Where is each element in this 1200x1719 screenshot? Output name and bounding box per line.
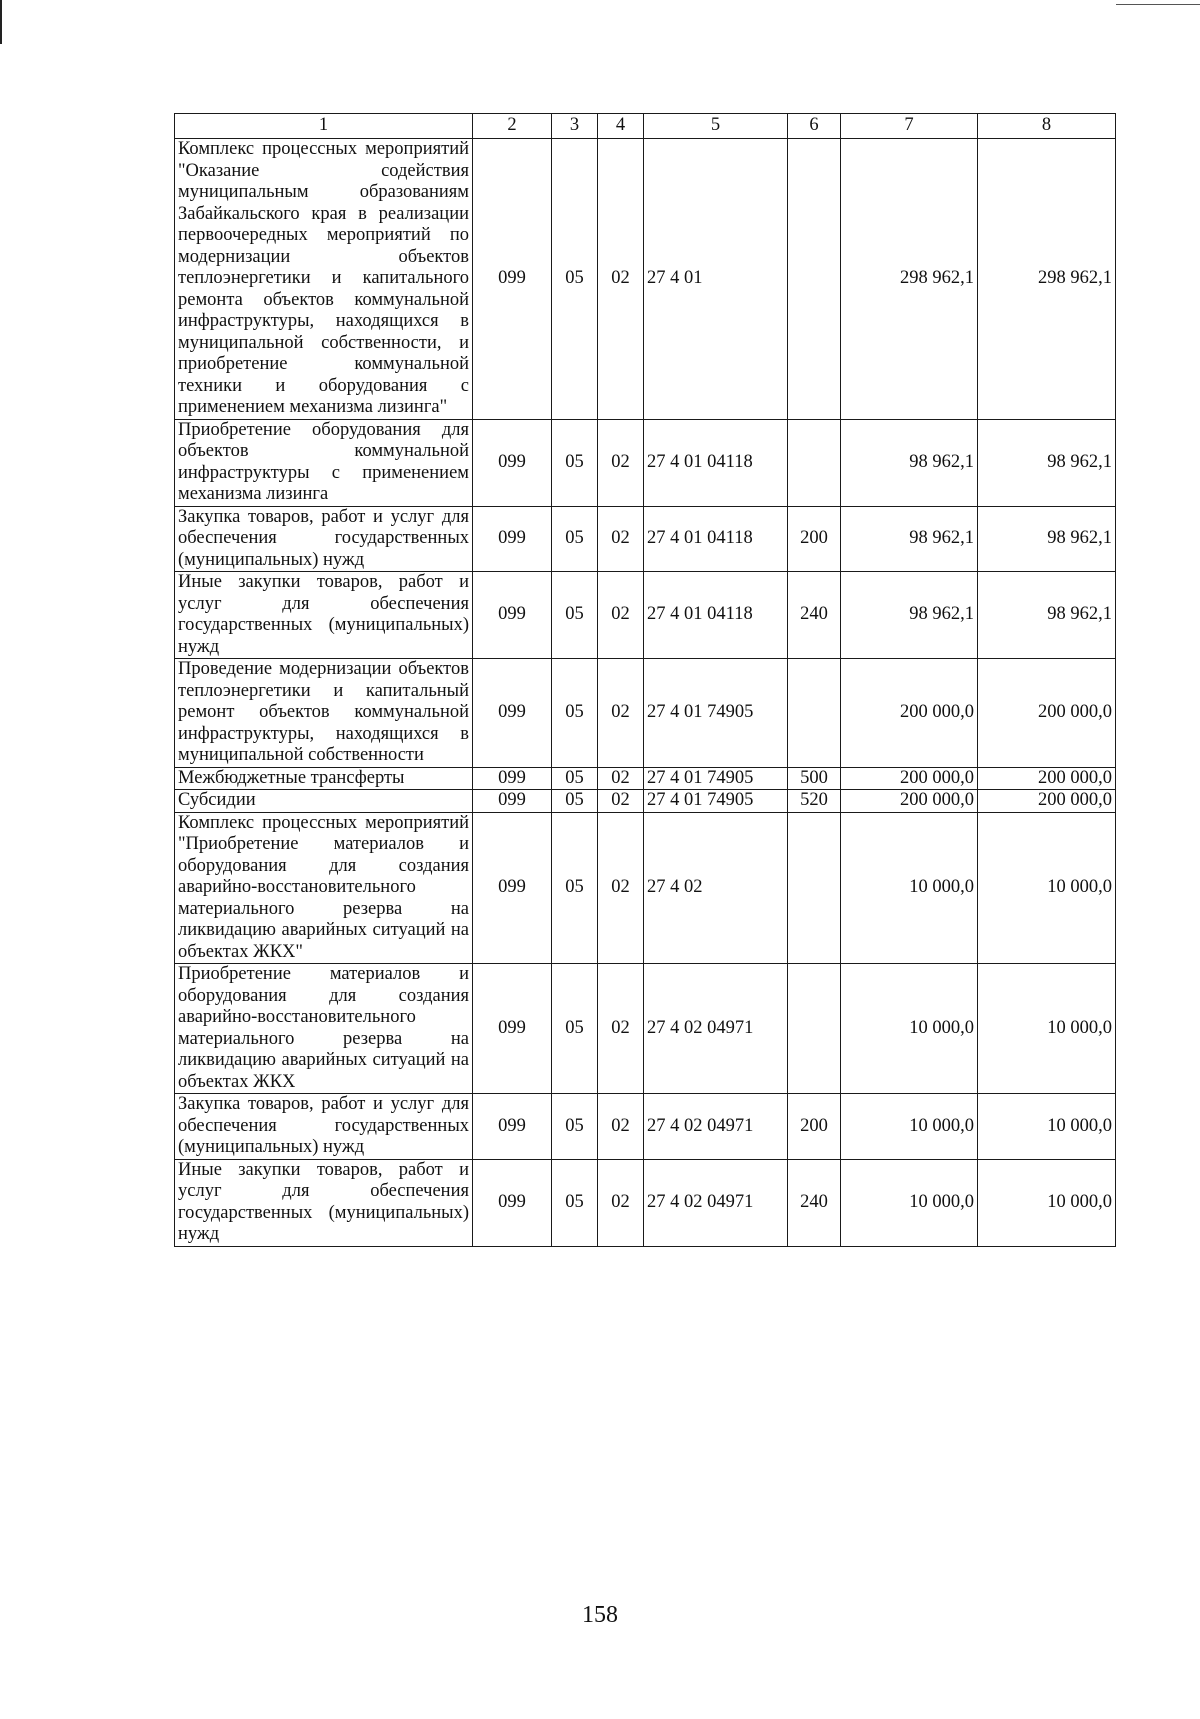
amount-cell: 98 962,1 <box>841 572 978 659</box>
target-code-cell: 27 4 01 74905 <box>644 767 788 790</box>
code-cell: 099 <box>473 506 552 572</box>
amount-cell: 200 000,0 <box>841 767 978 790</box>
target-code-cell: 27 4 02 <box>644 812 788 964</box>
expense-type-cell <box>788 964 841 1094</box>
row-name-cell: Проведение модернизации объектов теплоэнергетики и капитальный ремонт объектов коммунальной инфраструктуры, находящихся в муниципальной собственности <box>175 659 473 768</box>
subsection-cell: 02 <box>598 812 644 964</box>
code-cell: 099 <box>473 767 552 790</box>
expense-type-cell: 200 <box>788 1094 841 1160</box>
row-name-cell: Закупка товаров, работ и услуг для обеспечения государственных (муниципальных) нужд <box>175 506 473 572</box>
subsection-cell: 02 <box>598 659 644 768</box>
subsection-cell: 02 <box>598 790 644 813</box>
section-cell: 05 <box>552 659 598 768</box>
table-row <box>175 790 1116 813</box>
expense-type-cell: 500 <box>788 767 841 790</box>
row-name-cell: Закупка товаров, работ и услуг для обеспечения государственных (муниципальных) нужд <box>175 1094 473 1160</box>
amount-cell: 98 962,1 <box>978 419 1116 506</box>
subsection-cell: 02 <box>598 1159 644 1246</box>
amount-cell: 10 000,0 <box>841 812 978 964</box>
amount-cell: 200 000,0 <box>841 659 978 768</box>
expense-type-cell <box>788 812 841 964</box>
header-cell-3: 3 <box>552 114 598 139</box>
table-row <box>175 572 1116 659</box>
row-name-cell: Иные закупки товаров, работ и услуг для обеспечения государственных (муниципальных) нужд <box>175 1159 473 1246</box>
table-body <box>175 139 1116 1247</box>
amount-cell: 200 000,0 <box>978 790 1116 813</box>
amount-cell: 98 962,1 <box>841 506 978 572</box>
table-row <box>175 419 1116 506</box>
code-cell: 099 <box>473 659 552 768</box>
code-cell: 099 <box>473 419 552 506</box>
row-name-cell: Приобретение материалов и оборудования для создания аварийно-восстановительного материального резерва на ликвидацию аварийных ситуаций на объектах ЖКХ <box>175 964 473 1094</box>
table-row <box>175 1094 1116 1160</box>
subsection-cell: 02 <box>598 964 644 1094</box>
amount-cell: 10 000,0 <box>841 1094 978 1160</box>
section-cell: 05 <box>552 1094 598 1160</box>
code-cell: 099 <box>473 139 552 420</box>
scan-edge-line <box>1116 4 1200 5</box>
row-name-cell: Субсидии <box>175 790 473 813</box>
table-row <box>175 1159 1116 1246</box>
expense-type-cell <box>788 139 841 420</box>
subsection-cell: 02 <box>598 139 644 420</box>
expense-type-cell: 200 <box>788 506 841 572</box>
amount-cell: 200 000,0 <box>978 659 1116 768</box>
row-name-cell: Приобретение оборудования для объектов коммунальной инфраструктуры с применением механизма лизинга <box>175 419 473 506</box>
target-code-cell: 27 4 01 <box>644 139 788 420</box>
page-number: 158 <box>582 1602 618 1628</box>
section-cell: 05 <box>552 139 598 420</box>
header-row <box>175 114 1116 139</box>
amount-cell: 10 000,0 <box>978 1094 1116 1160</box>
header-cell-4: 4 <box>598 114 644 139</box>
amount-cell: 98 962,1 <box>978 506 1116 572</box>
amount-cell: 98 962,1 <box>978 572 1116 659</box>
code-cell: 099 <box>473 1159 552 1246</box>
target-code-cell: 27 4 02 04971 <box>644 1159 788 1246</box>
target-code-cell: 27 4 01 04118 <box>644 419 788 506</box>
table-row <box>175 767 1116 790</box>
section-cell: 05 <box>552 964 598 1094</box>
header-cell-7: 7 <box>841 114 978 139</box>
amount-cell: 200 000,0 <box>978 767 1116 790</box>
amount-cell: 298 962,1 <box>841 139 978 420</box>
section-cell: 05 <box>552 506 598 572</box>
header-cell-8: 8 <box>978 114 1116 139</box>
target-code-cell: 27 4 02 04971 <box>644 964 788 1094</box>
subsection-cell: 02 <box>598 767 644 790</box>
section-cell: 05 <box>552 1159 598 1246</box>
amount-cell: 298 962,1 <box>978 139 1116 420</box>
row-name-cell: Комплекс процессных мероприятий "Оказание содействия муниципальным образованиям Забайкальского края в реализации первоочередных мероприятий по модернизации объектов теплоэнергетики и капитального ремонта объектов коммунальной инфраструктуры, находящихся в муниципальной собственности, и приобретение коммунальной техники и оборудования с применением механизма лизинга" <box>175 139 473 420</box>
section-cell: 05 <box>552 767 598 790</box>
amount-cell: 98 962,1 <box>841 419 978 506</box>
header-cell-6: 6 <box>788 114 841 139</box>
code-cell: 099 <box>473 812 552 964</box>
target-code-cell: 27 4 01 74905 <box>644 790 788 813</box>
expense-type-cell: 240 <box>788 572 841 659</box>
expense-type-cell <box>788 659 841 768</box>
section-cell: 05 <box>552 790 598 813</box>
table-row <box>175 964 1116 1094</box>
target-code-cell: 27 4 01 04118 <box>644 572 788 659</box>
subsection-cell: 02 <box>598 572 644 659</box>
code-cell: 099 <box>473 964 552 1094</box>
amount-cell: 10 000,0 <box>978 964 1116 1094</box>
row-name-cell: Комплекс процессных мероприятий "Приобретение материалов и оборудования для создания аварийно-восстановительного материального резерва на ликвидацию аварийных ситуаций на объектах ЖКХ" <box>175 812 473 964</box>
amount-cell: 10 000,0 <box>978 812 1116 964</box>
amount-cell: 10 000,0 <box>841 964 978 1094</box>
target-code-cell: 27 4 01 04118 <box>644 506 788 572</box>
subsection-cell: 02 <box>598 506 644 572</box>
header-cell-5: 5 <box>644 114 788 139</box>
budget-table <box>174 113 1116 1247</box>
expense-type-cell: 520 <box>788 790 841 813</box>
row-name-cell: Межбюджетные трансферты <box>175 767 473 790</box>
section-cell: 05 <box>552 812 598 964</box>
code-cell: 099 <box>473 572 552 659</box>
target-code-cell: 27 4 01 74905 <box>644 659 788 768</box>
subsection-cell: 02 <box>598 419 644 506</box>
header-cell-1: 1 <box>175 114 473 139</box>
table-row <box>175 812 1116 964</box>
section-cell: 05 <box>552 572 598 659</box>
scan-edge-mark <box>0 0 2 44</box>
section-cell: 05 <box>552 419 598 506</box>
row-name-cell: Иные закупки товаров, работ и услуг для обеспечения государственных (муниципальных) нужд <box>175 572 473 659</box>
expense-type-cell <box>788 419 841 506</box>
header-cell-2: 2 <box>473 114 552 139</box>
amount-cell: 200 000,0 <box>841 790 978 813</box>
subsection-cell: 02 <box>598 1094 644 1160</box>
code-cell: 099 <box>473 790 552 813</box>
table-row <box>175 139 1116 420</box>
amount-cell: 10 000,0 <box>978 1159 1116 1246</box>
target-code-cell: 27 4 02 04971 <box>644 1094 788 1160</box>
table-row <box>175 659 1116 768</box>
amount-cell: 10 000,0 <box>841 1159 978 1246</box>
table-row <box>175 506 1116 572</box>
expense-type-cell: 240 <box>788 1159 841 1246</box>
code-cell: 099 <box>473 1094 552 1160</box>
